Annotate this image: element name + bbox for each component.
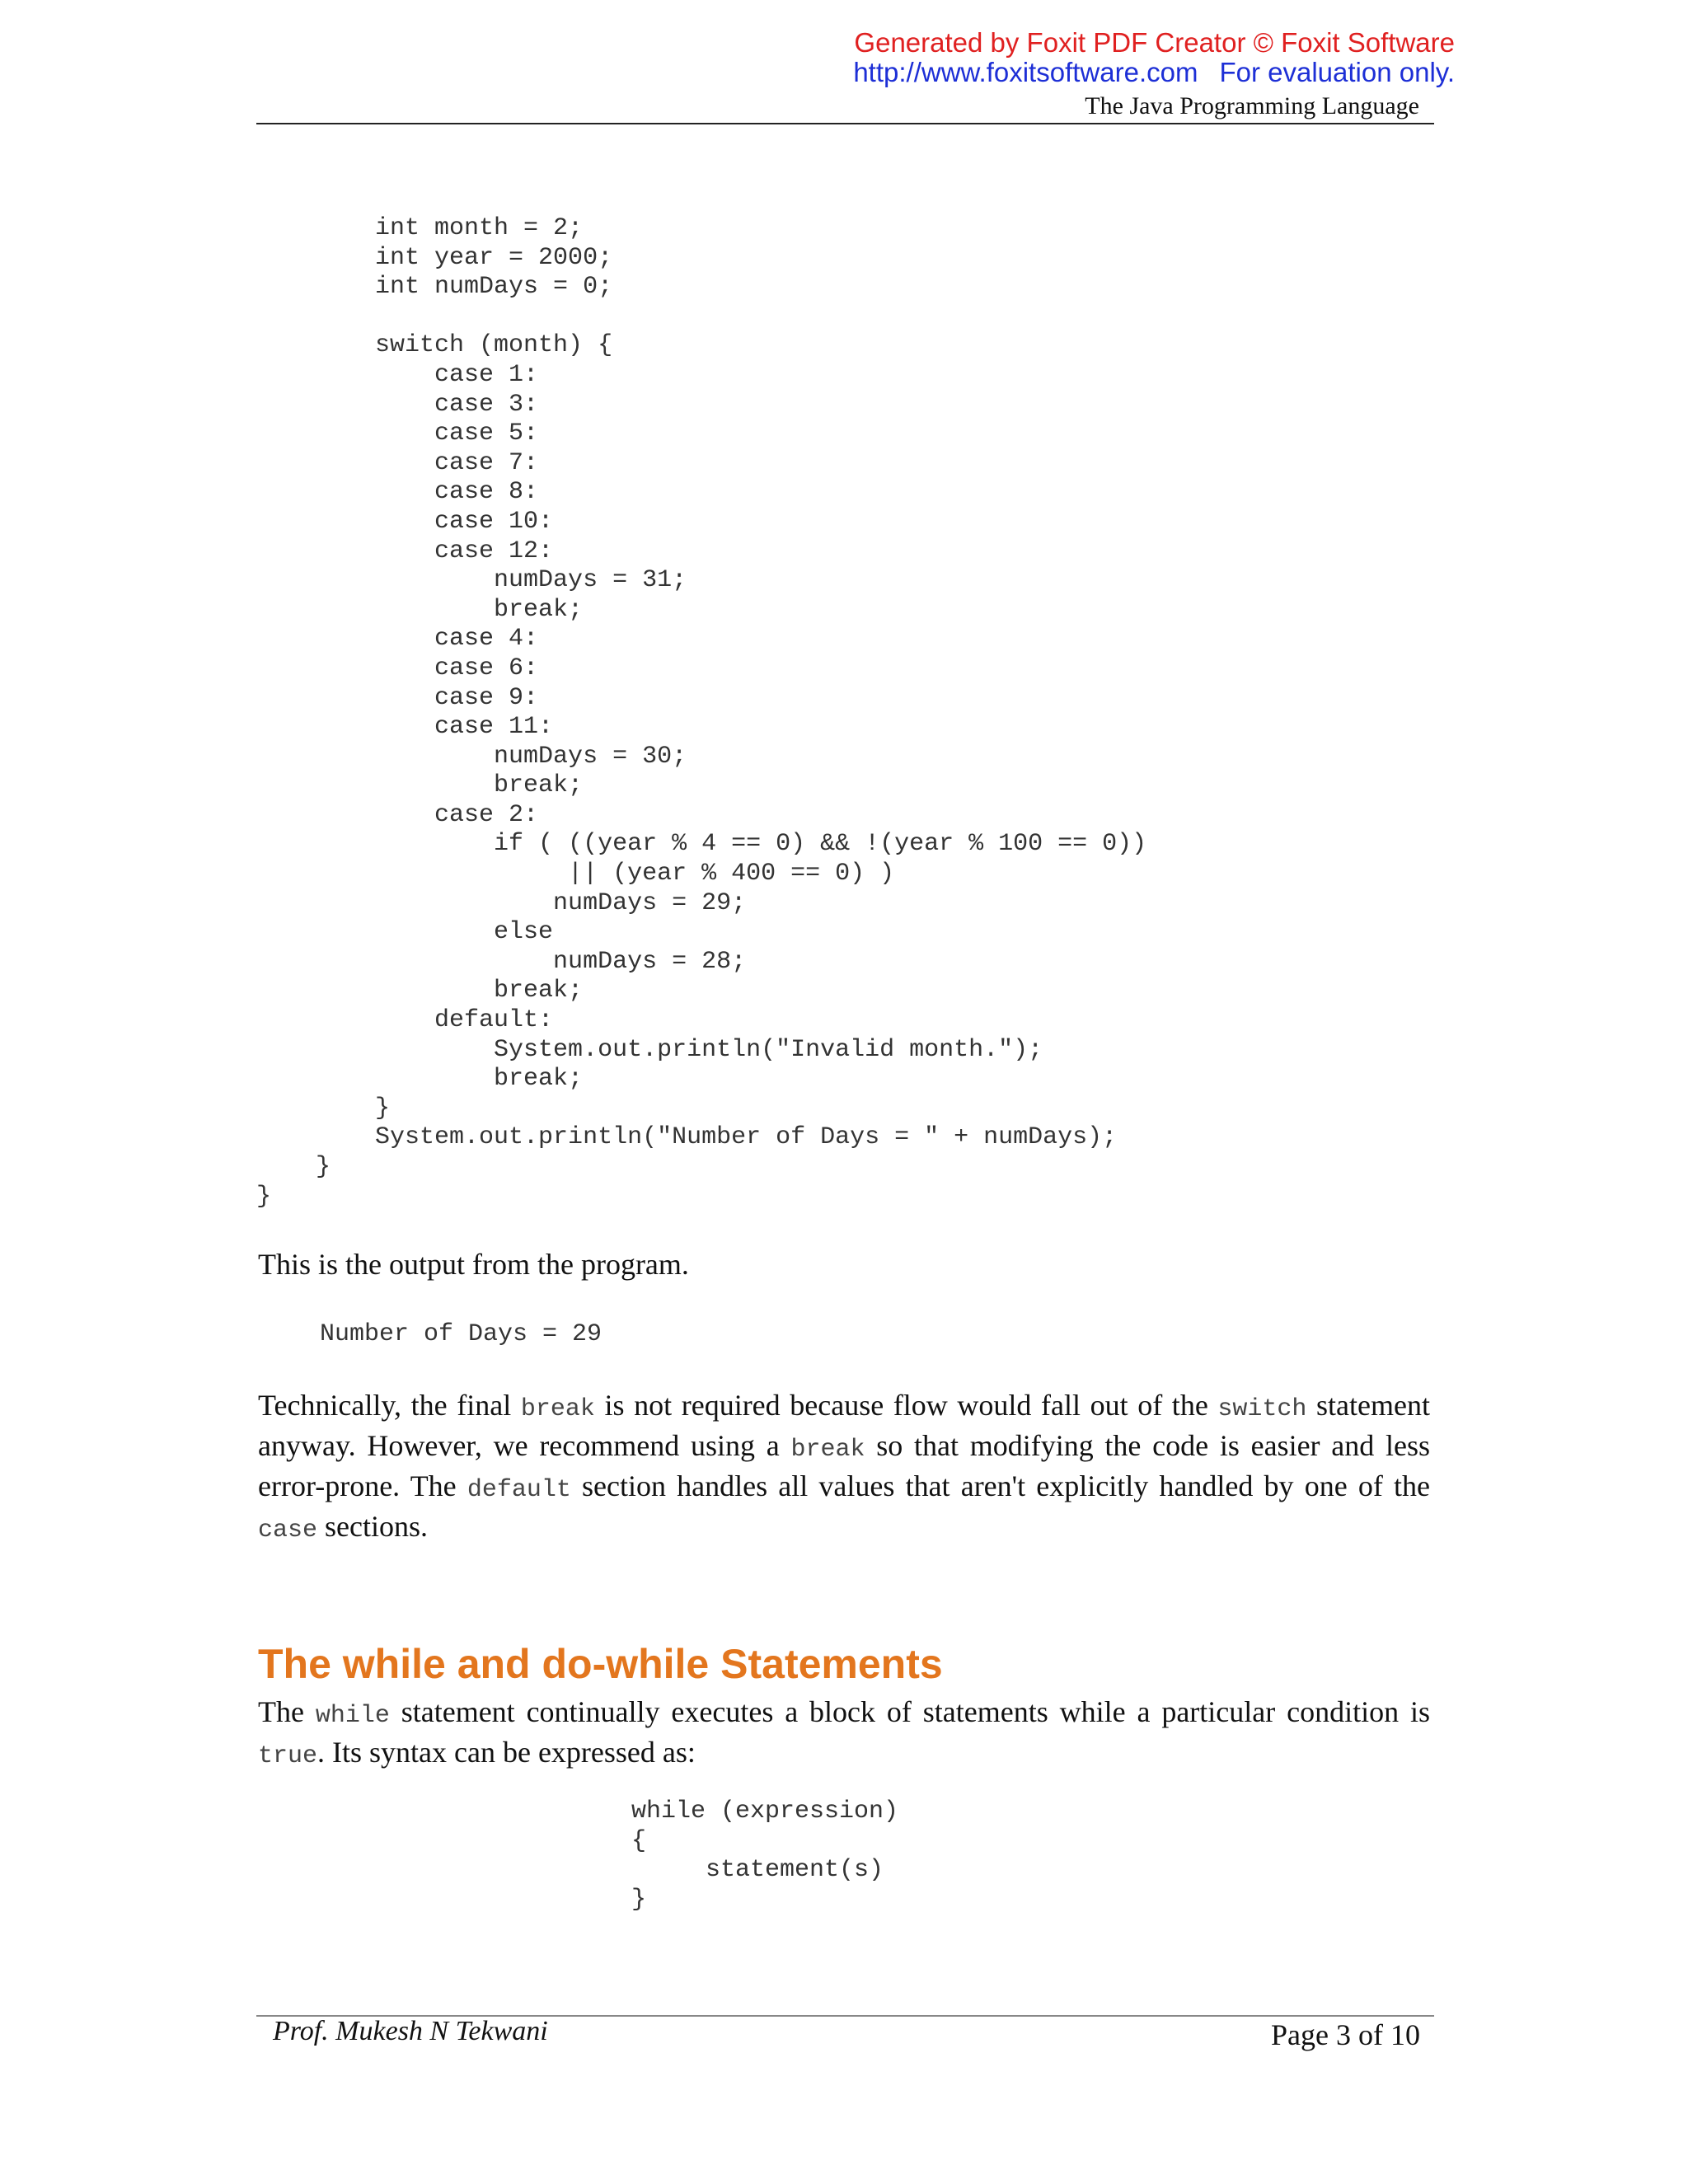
inline-code: switch bbox=[1217, 1395, 1307, 1423]
while-syntax-block: while (expression) { statement(s) } bbox=[631, 1797, 899, 1914]
paragraph-while-intro bbox=[258, 1694, 1430, 1774]
paragraph-text: Technically, the final bbox=[258, 1389, 521, 1422]
watermark-url-link[interactable]: http://www.foxitsoftware.com bbox=[853, 57, 1198, 87]
watermark-url-line bbox=[853, 58, 1455, 87]
paragraph-text: sections. bbox=[317, 1510, 428, 1543]
section-heading: The while and do-while Statements bbox=[258, 1641, 943, 1687]
paragraph-text: . Its syntax can be expressed as: bbox=[317, 1736, 696, 1769]
paragraph-text: section handles all values that aren't explicitly handled by one of the bbox=[570, 1469, 1430, 1502]
running-header-title: The Java Programming Language bbox=[1085, 92, 1419, 120]
paragraph-text: statement anyway. However, we recommend using a bbox=[258, 1389, 1431, 1462]
inline-code: break bbox=[790, 1436, 865, 1464]
page-number: Page 3 of 10 bbox=[1271, 2018, 1420, 2051]
paragraph-break-explanation bbox=[258, 1387, 1430, 1549]
program-output: Number of Days = 29 bbox=[320, 1320, 603, 1348]
paragraph-text: The bbox=[258, 1695, 316, 1728]
output-intro-text: This is the output from the program. bbox=[258, 1248, 689, 1281]
header-divider bbox=[256, 123, 1434, 124]
inline-code: case bbox=[258, 1516, 318, 1544]
watermark-generator-text: Generated by Foxit PDF Creator © Foxit Software bbox=[854, 27, 1455, 58]
inline-code: while bbox=[315, 1702, 390, 1730]
footer-author: Prof. Mukesh N Tekwani bbox=[273, 2016, 548, 2046]
inline-code: break bbox=[520, 1395, 595, 1423]
inline-code: true bbox=[258, 1742, 318, 1770]
inline-code: default bbox=[467, 1476, 571, 1504]
paragraph-text: statement continually executes a block of statements while a particular condition is bbox=[389, 1695, 1430, 1728]
watermark-eval-note: For evaluation only. bbox=[1219, 57, 1455, 87]
paragraph-text: is not required because flow would fall out of the bbox=[594, 1389, 1218, 1422]
code-listing: int month = 2; int year = 2000; int numDays = 0; switch (month) { case 1: case 3: case 5: case 7: case 8: case 10: case 12: numDays = 31; break; case 4: case 6: case 9: case 11: numDays = 30; break; case 2: if ( ((year % 4 == 0) && !(year % 100 == 0)) || (year % 400 == 0) ) numDays = 29; else numDays = 28; break; default: System.out.println("Invalid month."); break; } System.out.println("Number of Days = " + numDays); } } bbox=[256, 214, 1147, 1211]
paragraph-text: so that modifying the code is easier and less error-prone. The bbox=[258, 1429, 1430, 1502]
foxit-watermark bbox=[853, 28, 1455, 87]
